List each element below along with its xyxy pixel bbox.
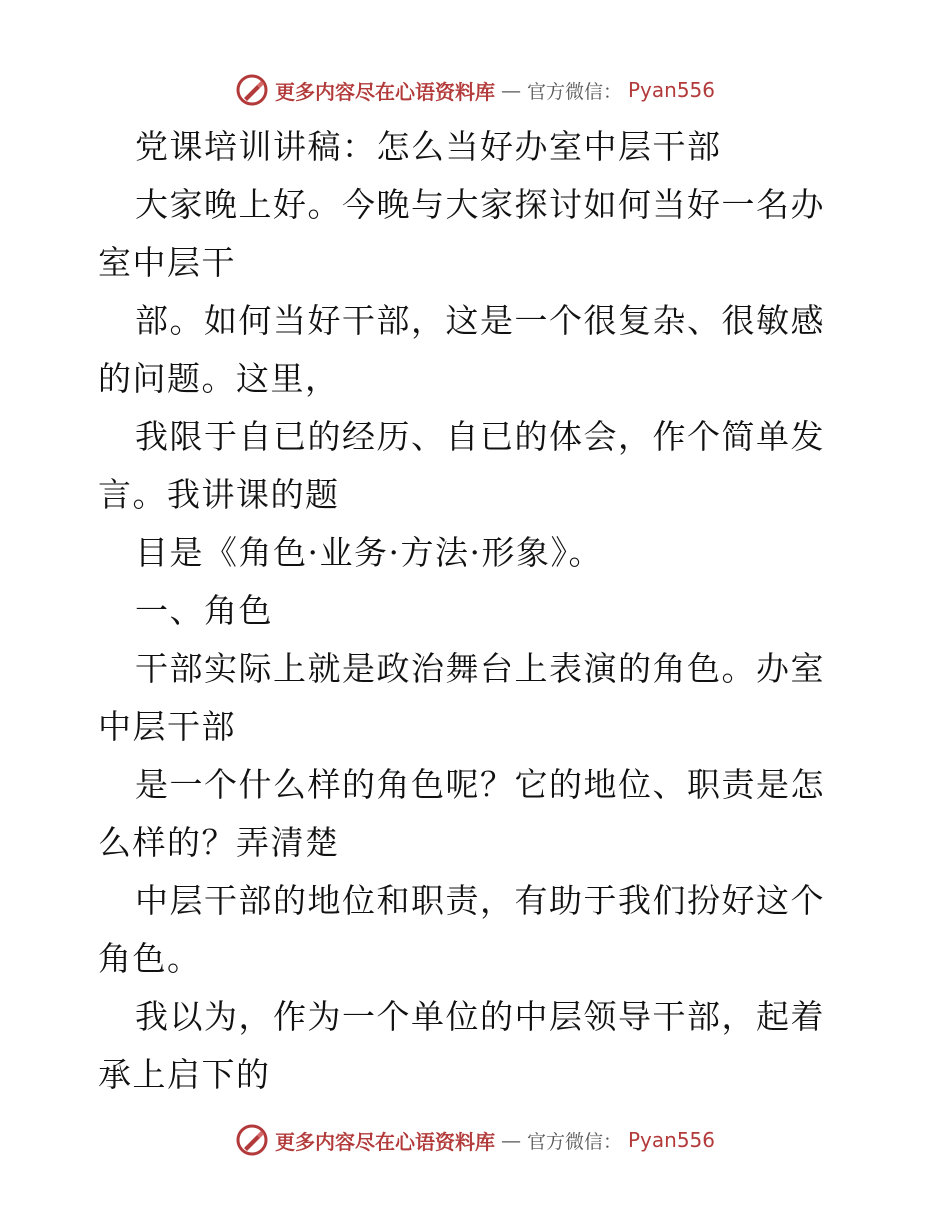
paragraph: 干部实际上就是政治舞台上表演的角色。办室中层干部: [98, 649, 825, 746]
header-watermark: [0, 70, 950, 110]
watermark-main-text: 更多内容尽在心语资料库: [274, 1129, 495, 1154]
paragraph: 我以为，作为一个单位的中层领导干部，起着承上启下的: [98, 997, 825, 1094]
watermark-sub-text: 官方微信：: [526, 80, 622, 103]
watermark-wechat-id: Pyan556: [628, 78, 716, 102]
paragraph: 我限于自已的经历、自已的体会，作个简单发言。我讲课的题: [98, 417, 825, 514]
pen-logo-icon: [235, 1123, 269, 1157]
paragraph: 目是《角色·业务·方法·形象》。: [135, 533, 603, 572]
document-body: [98, 118, 858, 1104]
watermark-main-text: 更多内容尽在心语资料库: [274, 79, 495, 104]
watermark-sub-text: 官方微信：: [526, 1130, 622, 1153]
watermark-separator: —: [500, 78, 521, 102]
paragraph: 是一个什么样的角色呢？它的地位、职责是怎么样的？弄清楚: [98, 765, 825, 862]
watermark-separator: —: [500, 1128, 521, 1152]
watermark-wechat-id: Pyan556: [628, 1128, 716, 1152]
document-title: 党课培训讲稿：怎么当好办室中层干部: [135, 127, 722, 166]
paragraph: 大家晚上好。今晚与大家探讨如何当好一名办室中层干: [98, 185, 825, 282]
pen-logo-icon: [235, 73, 269, 107]
footer-watermark: [0, 1120, 950, 1160]
section-heading: 一、角色: [135, 591, 273, 630]
paragraph: 部。如何当好干部，这是一个很复杂、很敏感的问题。这里，: [98, 301, 825, 398]
paragraph: 中层干部的地位和职责，有助于我们扮好这个角色。: [98, 881, 825, 978]
